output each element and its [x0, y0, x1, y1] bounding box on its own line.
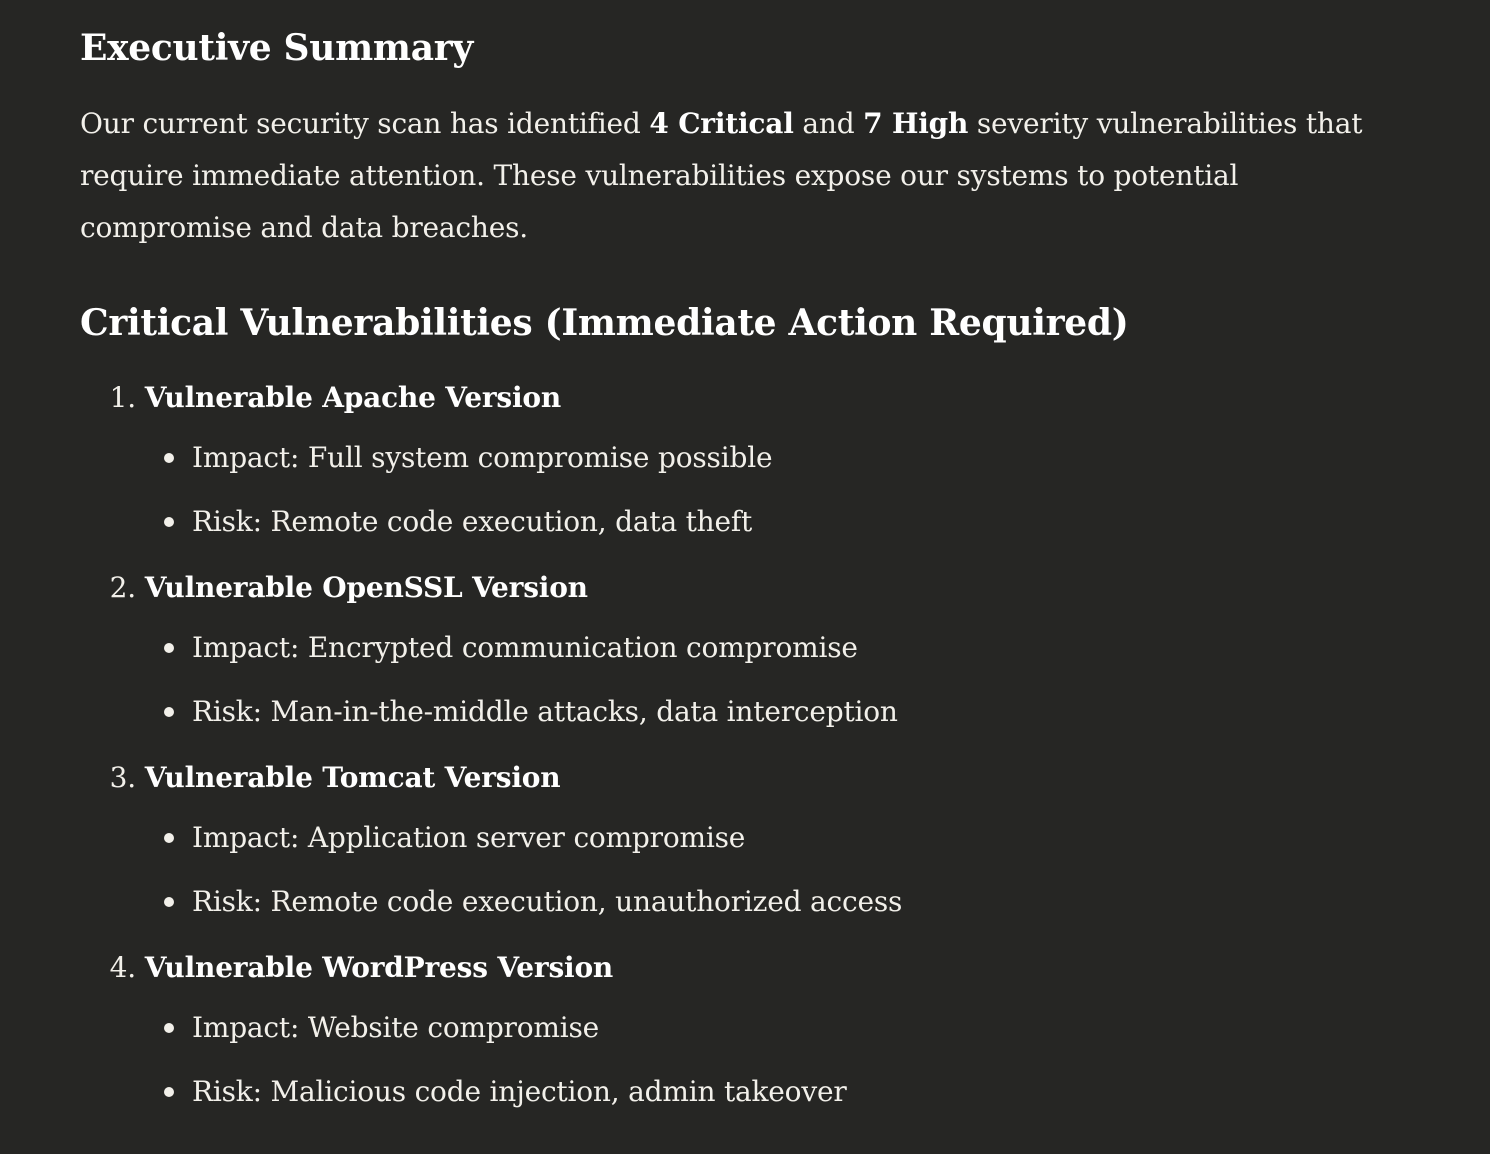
bullet-icon: [164, 517, 174, 527]
vulnerability-header: [80, 370, 1410, 426]
impact-item: [160, 996, 1410, 1060]
risk-item: [160, 490, 1410, 554]
impact-item: [160, 616, 1410, 680]
bullet-icon: [164, 1087, 174, 1097]
vulnerability-item: [80, 750, 1410, 934]
risk-text: Risk: Malicious code injection, admin takeover: [192, 1075, 847, 1108]
impact-item: [160, 426, 1410, 490]
vulnerability-details: [80, 806, 1410, 934]
vulnerability-details: [80, 426, 1410, 554]
executive-summary-heading: Executive Summary: [80, 27, 474, 69]
risk-item: [160, 870, 1410, 934]
vulnerability-list: [80, 370, 1410, 1124]
vulnerability-item: [80, 560, 1410, 744]
vulnerability-header: [80, 560, 1410, 616]
risk-item: [160, 1060, 1410, 1124]
vulnerability-title: Vulnerable OpenSSL Version: [144, 571, 588, 604]
high-count: 7 High: [863, 107, 969, 140]
bullet-icon: [164, 453, 174, 463]
vulnerability-title: Vulnerable Tomcat Version: [144, 761, 561, 794]
vulnerability-number: 3.: [109, 761, 136, 794]
vulnerability-header: [80, 750, 1410, 806]
vulnerability-item: [80, 940, 1410, 1124]
critical-vulnerabilities-heading: Critical Vulnerabilities (Immediate Action Required): [80, 302, 1129, 344]
critical-count: 4 Critical: [649, 107, 794, 140]
impact-text: Impact: Encrypted communication compromise: [192, 631, 858, 664]
bullet-icon: [164, 643, 174, 653]
intro-text-2: and: [793, 107, 864, 140]
impact-item: [160, 806, 1410, 870]
impact-text: Impact: Website compromise: [192, 1011, 600, 1044]
vulnerability-title: Vulnerable Apache Version: [144, 381, 562, 414]
intro-paragraph: [80, 98, 1400, 254]
vulnerability-details: [80, 616, 1410, 744]
risk-item: [160, 680, 1410, 744]
intro-text-1: Our current security scan has identified: [80, 107, 650, 140]
risk-text: Risk: Man-in-the-middle attacks, data interception: [192, 695, 898, 728]
intro-text-3: severity vulnerabilities that require immediate attention. These vulnerabilities expose our systems to potential compromise and data breaches.: [80, 107, 1363, 244]
impact-text: Impact: Application server compromise: [192, 821, 746, 854]
bullet-icon: [164, 707, 174, 717]
risk-text: Risk: Remote code execution, unauthorized access: [192, 885, 903, 918]
vulnerability-number: 1.: [109, 381, 136, 414]
bullet-icon: [164, 833, 174, 843]
risk-text: Risk: Remote code execution, data theft: [192, 505, 753, 538]
bullet-icon: [164, 897, 174, 907]
vulnerability-number: 4.: [109, 951, 136, 984]
vulnerability-title: Vulnerable WordPress Version: [144, 951, 614, 984]
vulnerability-item: [80, 370, 1410, 554]
vulnerability-header: [80, 940, 1410, 996]
bullet-icon: [164, 1023, 174, 1033]
vulnerability-number: 2.: [109, 571, 136, 604]
impact-text: Impact: Full system compromise possible: [192, 441, 773, 474]
vulnerability-details: [80, 996, 1410, 1124]
